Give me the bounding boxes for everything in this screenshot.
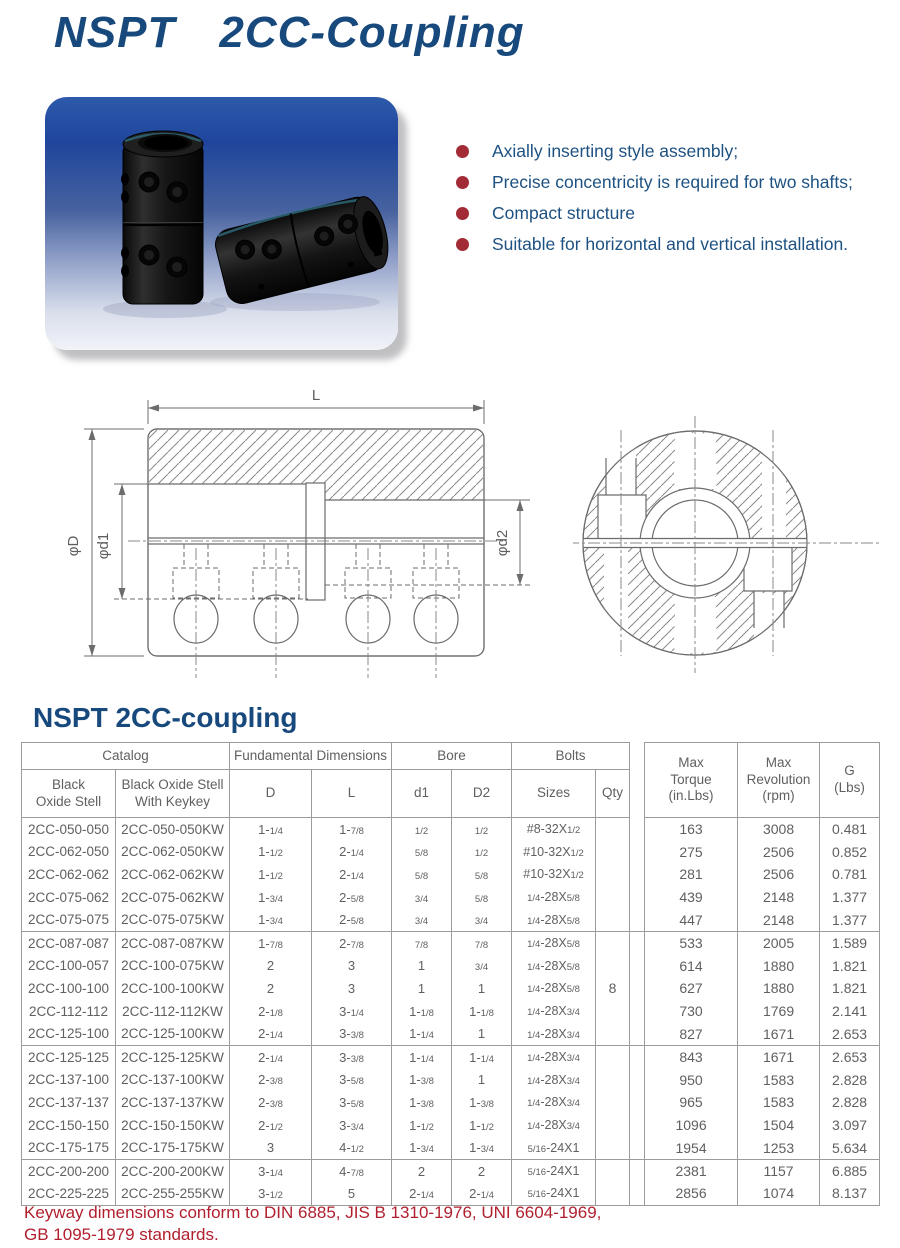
cell-bolt-size: 5/16-24X1 [512, 1159, 596, 1182]
cell-max-revolution: 1880 [738, 977, 820, 1000]
table-gap [630, 1045, 645, 1068]
table-gap [630, 1000, 645, 1023]
cell-qty [596, 1114, 630, 1137]
cell-bolt-size: 1/4-28X3/4 [512, 1091, 596, 1114]
cell-d1: 7/8 [392, 931, 452, 954]
cell-max-torque: 843 [645, 1045, 738, 1068]
cell-bolt-size: 5/16-24X1 [512, 1182, 596, 1205]
cell-D2: 2 [452, 1159, 512, 1182]
table-row [22, 1114, 880, 1137]
table-row [22, 840, 880, 863]
table-gap [630, 743, 645, 818]
cell-d1: 1/2 [392, 818, 452, 841]
cell-D2: 7/8 [452, 931, 512, 954]
cell-bolt-size: 5/16-24X1 [512, 1137, 596, 1160]
cell-catalog: 2CC-125-100 [22, 1023, 116, 1046]
header-bore: Bore [392, 743, 512, 770]
cell-catalog-keyway: 2CC-050-050KW [116, 818, 230, 841]
cell-catalog: 2CC-050-050 [22, 818, 116, 841]
cell-max-revolution: 1504 [738, 1114, 820, 1137]
cell-D2: 5/8 [452, 863, 512, 886]
table-gap [630, 1091, 645, 1114]
cell-catalog: 2CC-112-112 [22, 1000, 116, 1023]
cell-bolt-size: 1/4-28X3/4 [512, 1000, 596, 1023]
cell-qty [596, 818, 630, 841]
cell-max-torque: 627 [645, 977, 738, 1000]
cell-D2: 1-1/8 [452, 1000, 512, 1023]
cell-max-revolution: 1769 [738, 1000, 820, 1023]
cell-weight-g: 1.821 [820, 977, 880, 1000]
cell-L: 3-3/4 [312, 1114, 392, 1137]
feature-text: Compact structure [492, 203, 635, 223]
cell-L: 3-3/8 [312, 1045, 392, 1068]
cell-qty [596, 1137, 630, 1160]
cell-max-torque: 730 [645, 1000, 738, 1023]
cell-catalog: 2CC-150-150 [22, 1114, 116, 1137]
cell-weight-g: 6.885 [820, 1159, 880, 1182]
cell-catalog-keyway: 2CC-087-087KW [116, 931, 230, 954]
feature-item [456, 198, 896, 229]
cell-d1: 1-3/8 [392, 1091, 452, 1114]
table-gap [630, 1159, 645, 1182]
cell-D2: 1-1/2 [452, 1114, 512, 1137]
bullet-icon [456, 238, 469, 251]
cell-max-revolution: 2506 [738, 863, 820, 886]
cell-D2: 1 [452, 1023, 512, 1046]
header-L: L [312, 770, 392, 818]
feature-text: Axially inserting style assembly; [492, 141, 739, 161]
cell-catalog: 2CC-100-100 [22, 977, 116, 1000]
header-black-oxide-keyway: Black Oxide Stell With Keykey [116, 770, 230, 818]
cell-qty [596, 863, 630, 886]
cell-catalog: 2CC-075-062 [22, 886, 116, 909]
cell-max-torque: 1096 [645, 1114, 738, 1137]
cell-weight-g: 1.589 [820, 931, 880, 954]
cell-d1: 1-1/4 [392, 1045, 452, 1068]
cell-D: 2-1/4 [230, 1045, 312, 1068]
cell-max-torque: 533 [645, 931, 738, 954]
cell-max-revolution: 2005 [738, 931, 820, 954]
cell-max-torque: 950 [645, 1068, 738, 1091]
cell-d1: 3/4 [392, 909, 452, 932]
cell-qty [596, 840, 630, 863]
cell-bolt-size: 1/4-28X5/8 [512, 886, 596, 909]
table-gap [630, 1137, 645, 1160]
cell-d1: 1 [392, 977, 452, 1000]
cell-max-revolution: 1253 [738, 1137, 820, 1160]
cell-max-revolution: 1880 [738, 954, 820, 977]
cell-max-torque: 1954 [645, 1137, 738, 1160]
header-max-revolution: Max Revolution (rpm) [738, 743, 820, 818]
dim-label-phiD: φD [65, 535, 82, 557]
cell-L: 4-7/8 [312, 1159, 392, 1182]
cell-qty: 8 [596, 977, 630, 1000]
cell-bolt-size: 1/4-28X5/8 [512, 931, 596, 954]
cell-catalog-keyway: 2CC-100-100KW [116, 977, 230, 1000]
cell-catalog-keyway: 2CC-112-112KW [116, 1000, 230, 1023]
section-title: NSPT 2CC-coupling [33, 702, 298, 733]
table-gap [630, 954, 645, 977]
cell-catalog: 2CC-137-137 [22, 1091, 116, 1114]
cell-bolt-size: #8-32X1/2 [512, 818, 596, 841]
cell-catalog-keyway: 2CC-137-100KW [116, 1068, 230, 1091]
cell-max-torque: 163 [645, 818, 738, 841]
cell-qty [596, 931, 630, 954]
feature-text: Suitable for horizontal and vertical installation. [492, 234, 849, 254]
spec-table-wrap [21, 742, 880, 1206]
cell-weight-g: 1.377 [820, 909, 880, 932]
cell-L: 2-1/4 [312, 840, 392, 863]
table-row [22, 1023, 880, 1046]
table-row [22, 977, 880, 1000]
cell-max-revolution: 1074 [738, 1182, 820, 1205]
cell-d1: 1-1/4 [392, 1023, 452, 1046]
cell-D: 1-1/2 [230, 840, 312, 863]
cell-D: 2 [230, 954, 312, 977]
cell-catalog-keyway: 2CC-125-100KW [116, 1023, 230, 1046]
bullet-icon [456, 176, 469, 189]
cell-D2: 1 [452, 977, 512, 1000]
cell-catalog: 2CC-075-075 [22, 909, 116, 932]
header-qty: Qty [596, 770, 630, 818]
table-gap [630, 840, 645, 863]
header-fundamental-dimensions: Fundamental Dimensions [230, 743, 392, 770]
cell-L: 5 [312, 1182, 392, 1205]
table-row [22, 863, 880, 886]
standards-note-line: Keyway dimensions conform to DIN 6885, JIS B 1310-1976, UNI 6604-1969, [24, 1203, 602, 1222]
table-gap [630, 818, 645, 841]
cell-catalog-keyway: 2CC-137-137KW [116, 1091, 230, 1114]
cell-max-revolution: 2148 [738, 909, 820, 932]
cell-L: 1-7/8 [312, 818, 392, 841]
cell-bolt-size: 1/4-28X3/4 [512, 1068, 596, 1091]
cell-D: 1-7/8 [230, 931, 312, 954]
cell-D: 1-1/2 [230, 863, 312, 886]
cell-catalog-keyway: 2CC-062-050KW [116, 840, 230, 863]
feature-text: Precise concentricity is required for two shafts; [492, 172, 853, 192]
header-bolts: Bolts [512, 743, 630, 770]
cell-bolt-size: 1/4-28X5/8 [512, 977, 596, 1000]
feature-item [456, 136, 896, 167]
cell-L: 2-7/8 [312, 931, 392, 954]
cell-catalog: 2CC-200-200 [22, 1159, 116, 1182]
page-title [54, 8, 525, 58]
cell-D2: 1/2 [452, 818, 512, 841]
cell-max-torque: 275 [645, 840, 738, 863]
cell-D: 1-1/4 [230, 818, 312, 841]
bullet-icon [456, 145, 469, 158]
dim-label-phid2: φd2 [494, 529, 511, 557]
cell-D: 2 [230, 977, 312, 1000]
feature-list [456, 136, 896, 260]
brand-name: NSPT [54, 8, 176, 57]
cell-max-torque: 827 [645, 1023, 738, 1046]
cell-L: 2-5/8 [312, 909, 392, 932]
cell-D: 2-3/8 [230, 1091, 312, 1114]
cell-qty [596, 1068, 630, 1091]
cell-catalog: 2CC-062-050 [22, 840, 116, 863]
header-weight-g: G (Lbs) [820, 743, 880, 818]
table-row [22, 1137, 880, 1160]
cell-D2: 3/4 [452, 954, 512, 977]
cell-d1: 1 [392, 954, 452, 977]
table-gap [630, 977, 645, 1000]
cell-weight-g: 3.097 [820, 1114, 880, 1137]
table-row [22, 909, 880, 932]
cell-max-torque: 281 [645, 863, 738, 886]
cell-d1: 1-3/4 [392, 1137, 452, 1160]
table-gap [630, 1114, 645, 1137]
cell-L: 3-5/8 [312, 1091, 392, 1114]
table-gap [630, 909, 645, 932]
cell-catalog-keyway: 2CC-075-062KW [116, 886, 230, 909]
product-name: 2CC-Coupling [219, 8, 525, 57]
table-row [22, 1091, 880, 1114]
cell-qty [596, 954, 630, 977]
cell-D2: 1/2 [452, 840, 512, 863]
cell-max-revolution: 1583 [738, 1091, 820, 1114]
cell-max-revolution: 2506 [738, 840, 820, 863]
cell-D: 3 [230, 1137, 312, 1160]
cell-D: 2-1/2 [230, 1114, 312, 1137]
cell-weight-g: 2.828 [820, 1068, 880, 1091]
cell-weight-g: 2.653 [820, 1023, 880, 1046]
cell-d1: 2 [392, 1159, 452, 1182]
header-max-torque: Max Torque (in.Lbs) [645, 743, 738, 818]
cell-qty [596, 1091, 630, 1114]
cell-d1: 1-1/8 [392, 1000, 452, 1023]
header-catalog: Catalog [22, 743, 230, 770]
cell-bolt-size: #10-32X1/2 [512, 840, 596, 863]
cell-bolt-size: 1/4-28X3/4 [512, 1045, 596, 1068]
cell-max-torque: 965 [645, 1091, 738, 1114]
cell-d1: 5/8 [392, 863, 452, 886]
feature-item [456, 229, 896, 260]
cell-catalog-keyway: 2CC-150-150KW [116, 1114, 230, 1137]
cell-max-revolution: 1583 [738, 1068, 820, 1091]
cell-L: 3 [312, 977, 392, 1000]
cell-max-torque: 447 [645, 909, 738, 932]
cell-L: 3-3/8 [312, 1023, 392, 1046]
header-D2: D2 [452, 770, 512, 818]
table-row [22, 1045, 880, 1068]
cell-weight-g: 1.377 [820, 886, 880, 909]
cell-bolt-size: 1/4-28X3/4 [512, 1023, 596, 1046]
cell-catalog: 2CC-100-057 [22, 954, 116, 977]
cell-weight-g: 2.828 [820, 1091, 880, 1114]
cell-qty [596, 1023, 630, 1046]
cell-catalog-keyway: 2CC-062-062KW [116, 863, 230, 886]
cell-d1: 1-1/2 [392, 1114, 452, 1137]
cell-qty [596, 886, 630, 909]
cell-max-revolution: 1157 [738, 1159, 820, 1182]
cell-L: 2-5/8 [312, 886, 392, 909]
table-row [22, 818, 880, 841]
table-gap [630, 1068, 645, 1091]
cell-d1: 1-3/8 [392, 1068, 452, 1091]
dim-label-phid1: φd1 [95, 532, 112, 560]
header-d1: d1 [392, 770, 452, 818]
cell-bolt-size: #10-32X1/2 [512, 863, 596, 886]
cell-catalog-keyway: 2CC-075-075KW [116, 909, 230, 932]
header-sizes: Sizes [512, 770, 596, 818]
cell-qty [596, 1000, 630, 1023]
cell-D: 1-3/4 [230, 909, 312, 932]
cell-d1: 3/4 [392, 886, 452, 909]
dim-label-L: L [311, 387, 321, 404]
cell-weight-g: 2.653 [820, 1045, 880, 1068]
cell-qty [596, 1159, 630, 1182]
cell-catalog-keyway: 2CC-175-175KW [116, 1137, 230, 1160]
cell-catalog: 2CC-137-100 [22, 1068, 116, 1091]
cell-D: 2-1/4 [230, 1023, 312, 1046]
cell-D2: 1-3/8 [452, 1091, 512, 1114]
cell-D2: 1 [452, 1068, 512, 1091]
standards-note-line: GB 1095-1979 standards. [24, 1224, 219, 1244]
cell-catalog: 2CC-225-225 [22, 1182, 116, 1205]
cell-D2: 1-1/4 [452, 1045, 512, 1068]
end-view-drawing [573, 398, 880, 698]
spec-table [21, 742, 880, 1206]
header-black-oxide: Black Oxide Stell [22, 770, 116, 818]
cell-max-revolution: 3008 [738, 818, 820, 841]
feature-item [456, 167, 896, 198]
table-row [22, 954, 880, 977]
cell-D: 3-1/2 [230, 1182, 312, 1205]
cell-L: 3-1/4 [312, 1000, 392, 1023]
cell-weight-g: 2.141 [820, 1000, 880, 1023]
table-gap [630, 886, 645, 909]
table-row [22, 1000, 880, 1023]
product-photo [45, 97, 398, 350]
table-row [22, 886, 880, 909]
couplings-illustration [45, 97, 398, 350]
cell-L: 3 [312, 954, 392, 977]
cell-catalog-keyway: 2CC-100-075KW [116, 954, 230, 977]
cell-D2: 5/8 [452, 886, 512, 909]
table-row [22, 1159, 880, 1182]
cell-catalog-keyway: 2CC-200-200KW [116, 1159, 230, 1182]
cell-bolt-size: 1/4-28X5/8 [512, 954, 596, 977]
cross-section-drawing [58, 386, 550, 690]
cell-catalog-keyway: 2CC-255-255KW [116, 1182, 230, 1205]
cell-bolt-size: 1/4-28X5/8 [512, 909, 596, 932]
cell-max-revolution: 2148 [738, 886, 820, 909]
cell-max-revolution: 1671 [738, 1023, 820, 1046]
table-gap [630, 1023, 645, 1046]
cell-d1: 5/8 [392, 840, 452, 863]
cell-D: 2-1/8 [230, 1000, 312, 1023]
cell-max-torque: 2856 [645, 1182, 738, 1205]
cell-catalog: 2CC-087-087 [22, 931, 116, 954]
cell-d1: 2-1/4 [392, 1182, 452, 1205]
cell-bolt-size: 1/4-28X3/4 [512, 1114, 596, 1137]
table-gap [630, 931, 645, 954]
cell-max-torque: 2381 [645, 1159, 738, 1182]
cell-weight-g: 0.481 [820, 818, 880, 841]
cell-weight-g: 5.634 [820, 1137, 880, 1160]
standards-note [24, 1202, 784, 1246]
cell-max-torque: 614 [645, 954, 738, 977]
cell-D: 3-1/4 [230, 1159, 312, 1182]
cell-catalog-keyway: 2CC-125-125KW [116, 1045, 230, 1068]
table-gap [630, 863, 645, 886]
table-row [22, 1068, 880, 1091]
cell-catalog: 2CC-125-125 [22, 1045, 116, 1068]
table-row [22, 931, 880, 954]
cell-L: 4-1/2 [312, 1137, 392, 1160]
cell-max-revolution: 1671 [738, 1045, 820, 1068]
cell-D2: 3/4 [452, 909, 512, 932]
cell-catalog: 2CC-175-175 [22, 1137, 116, 1160]
cell-D2: 2-1/4 [452, 1182, 512, 1205]
cell-D2: 1-3/4 [452, 1137, 512, 1160]
cell-catalog: 2CC-062-062 [22, 863, 116, 886]
cell-qty [596, 909, 630, 932]
cell-max-torque: 439 [645, 886, 738, 909]
cell-D: 1-3/4 [230, 886, 312, 909]
cell-weight-g: 0.781 [820, 863, 880, 886]
cell-weight-g: 0.852 [820, 840, 880, 863]
bullet-icon [456, 207, 469, 220]
header-D: D [230, 770, 312, 818]
cell-weight-g: 1.821 [820, 954, 880, 977]
cell-qty [596, 1045, 630, 1068]
cell-L: 2-1/4 [312, 863, 392, 886]
cell-weight-g: 8.137 [820, 1182, 880, 1205]
cell-L: 3-5/8 [312, 1068, 392, 1091]
cell-D: 2-3/8 [230, 1068, 312, 1091]
